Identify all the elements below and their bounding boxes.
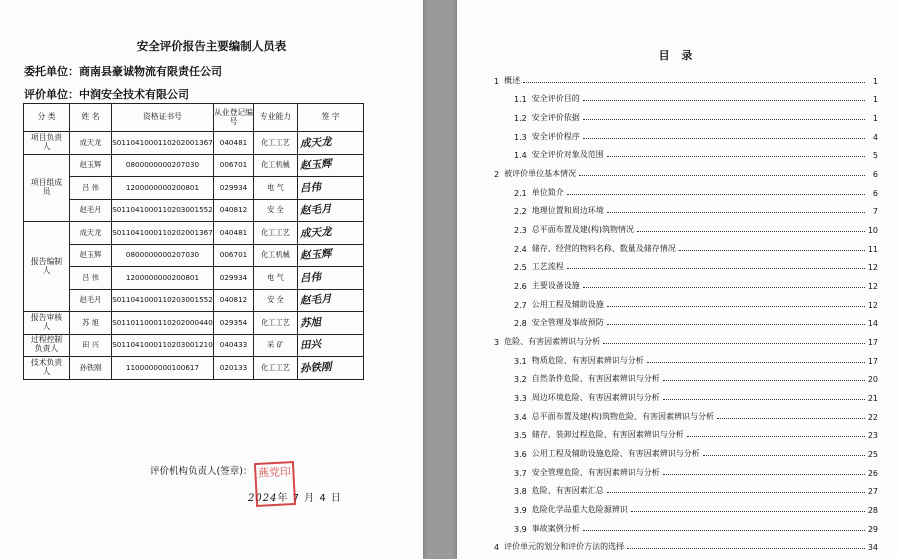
toc-entry-title: 安全评价对象及范围 xyxy=(531,150,604,160)
staff-specialty: 化工工艺 xyxy=(254,312,298,335)
toc-entry-page: 17 xyxy=(867,356,878,366)
staff-name: 吕 伟 xyxy=(70,267,112,290)
toc-entry-page: 28 xyxy=(867,506,878,516)
staff-specialty: 化工工艺 xyxy=(254,222,298,245)
toc-entry[interactable] xyxy=(494,160,878,179)
staff-reg: 029354 xyxy=(214,312,254,335)
staff-cert: S011041000110202001367 xyxy=(112,132,214,155)
header-name: 姓 名 xyxy=(70,104,112,132)
staff-row xyxy=(24,199,364,222)
staff-row xyxy=(24,357,364,380)
toc-entry[interactable] xyxy=(494,366,878,385)
toc-entry-title: 工艺流程 xyxy=(531,262,564,272)
toc-entry-title: 安全评价目的 xyxy=(531,94,580,104)
toc-entry-page: 6 xyxy=(872,170,878,180)
toc-entry[interactable] xyxy=(494,198,878,217)
toc-entry[interactable] xyxy=(494,254,878,273)
handwritten-signature: 吕伟 xyxy=(299,181,322,195)
staff-table xyxy=(23,103,364,380)
staff-row xyxy=(24,132,364,155)
toc-entry[interactable] xyxy=(494,235,878,254)
staff-cert: 1100000000100617 xyxy=(112,357,214,380)
toc-entry-number: 3.6 xyxy=(514,450,527,460)
header-specialty: 专业能力 xyxy=(254,104,298,132)
staff-reg: 040481 xyxy=(214,222,254,245)
staff-name: 赵毛月 xyxy=(70,199,112,222)
toc-entry[interactable] xyxy=(494,216,878,235)
handwritten-signature: 成天龙 xyxy=(299,135,332,150)
toc-entry[interactable] xyxy=(494,272,878,291)
toc-entry-title: 总平面布置及建(构)筑物危险、有害因素辨识与分析 xyxy=(531,411,714,421)
toc-entry-title: 单位简介 xyxy=(531,187,564,197)
toc-entry-page: 1 xyxy=(872,76,878,86)
staff-name: 赵玉辉 xyxy=(70,244,112,267)
toc-entry-page: 4 xyxy=(872,132,878,142)
staff-cert: 0800000000207030 xyxy=(112,154,214,177)
signature-cell xyxy=(298,357,364,380)
toc-entry-page: 34 xyxy=(867,543,878,553)
staff-row xyxy=(24,267,364,290)
toc-entry-title: 安全评价依据 xyxy=(531,113,580,123)
staff-specialty: 化工机械 xyxy=(254,244,298,267)
toc-entry-number: 1.3 xyxy=(514,132,527,142)
toc-leader-dots xyxy=(663,474,865,475)
toc-leader-dots xyxy=(583,287,865,288)
toc-entry-number: 2.6 xyxy=(514,282,527,292)
toc-entry-page: 22 xyxy=(867,412,878,422)
toc-leader-dots xyxy=(663,380,865,381)
header-signature: 签 字 xyxy=(298,104,364,132)
toc-entry-number: 1.2 xyxy=(514,114,527,124)
toc-entry-title: 危险、有害因素辨识与分析 xyxy=(504,337,601,347)
toc-leader-dots xyxy=(607,492,865,493)
toc-entry-page: 7 xyxy=(872,207,878,217)
staff-specialty: 安 全 xyxy=(254,289,298,312)
staff-cert: 0800000000207030 xyxy=(112,244,214,267)
toc-entry-title: 储存、装卸过程危险、有害因素辨识与分析 xyxy=(531,430,684,440)
staff-reg: 029934 xyxy=(214,267,254,290)
handwritten-signature: 吕伟 xyxy=(299,271,322,285)
handwritten-signature: 孙铁刚 xyxy=(299,360,332,375)
toc-entry-title: 物质危险、有害因素辨识与分析 xyxy=(531,355,644,365)
staff-table-body xyxy=(24,132,364,380)
toc-entry-number: 3 xyxy=(494,338,500,348)
handwritten-signature: 赵玉辉 xyxy=(299,248,332,263)
toc-entry-page: 14 xyxy=(867,319,878,329)
toc-entry-number: 3.2 xyxy=(514,375,527,385)
toc-entry[interactable] xyxy=(494,179,878,198)
toc-entry-page: 1 xyxy=(872,114,878,124)
toc-entry-page: 5 xyxy=(872,151,878,161)
signature-cell xyxy=(298,289,364,312)
toc-entry-title: 公用工程及辅助设施危险、有害因素辨识与分析 xyxy=(531,449,700,459)
toc-entry-title: 被评价单位基本情况 xyxy=(504,169,577,179)
toc-entry-title: 事故案例分析 xyxy=(531,523,580,533)
left-page xyxy=(0,0,423,559)
toc-entry-number: 3.1 xyxy=(514,356,527,366)
staff-cert: S011041000110203001552 xyxy=(112,289,214,312)
toc-entry[interactable] xyxy=(494,384,878,403)
toc-entry[interactable] xyxy=(494,123,878,142)
toc-entry-number: 4 xyxy=(494,543,500,553)
toc-entry-page: 17 xyxy=(867,338,878,348)
staff-role: 项目负责人 xyxy=(24,132,70,155)
signature-cell xyxy=(298,177,364,200)
toc-leader-dots xyxy=(567,194,865,195)
toc-leader-dots xyxy=(523,82,865,83)
toc-entry-title: 评价单元的划分和评价方法的选择 xyxy=(504,542,625,552)
toc-entry-number: 3.9 xyxy=(514,506,527,516)
toc-entry-number: 3.3 xyxy=(514,394,527,404)
staff-role: 报告审核人 xyxy=(24,312,70,335)
toc-leader-dots xyxy=(631,511,865,512)
toc-entry[interactable] xyxy=(494,534,878,553)
staff-role: 项目组成员 xyxy=(24,154,70,222)
toc-entry-title: 危险、有害因素汇总 xyxy=(531,486,604,496)
toc-leader-dots xyxy=(703,455,865,456)
header-reg: 从业登记编号 xyxy=(214,104,254,132)
toc-entry-number: 2.5 xyxy=(514,263,527,273)
toc-entry-number: 3.4 xyxy=(514,412,527,422)
toc-entry-title: 危险化学品重大危险源辨识 xyxy=(531,505,628,515)
toc-entry-title: 自然条件危险、有害因素辨识与分析 xyxy=(531,374,660,384)
toc-leader-dots xyxy=(567,268,865,269)
staff-cert: S011041000110203001210 xyxy=(112,334,214,357)
toc-entry[interactable] xyxy=(494,403,878,422)
toc-entry-title: 安全评价程序 xyxy=(531,131,580,141)
toc-entry-number: 3.7 xyxy=(514,468,527,478)
toc-entry[interactable] xyxy=(494,142,878,161)
toc-entry[interactable] xyxy=(494,67,878,86)
signature-cell xyxy=(298,244,364,267)
staff-reg: 029934 xyxy=(214,177,254,200)
toc-entry-page: 12 xyxy=(867,282,878,292)
staff-name: 赵玉辉 xyxy=(70,154,112,177)
staff-reg: 040812 xyxy=(214,199,254,222)
toc-entry-title: 安全管理及事故预防 xyxy=(531,318,604,328)
toc-entry-number: 2.8 xyxy=(514,319,527,329)
toc-leader-dots xyxy=(583,119,865,120)
toc-entry[interactable] xyxy=(494,515,878,534)
toc-entry-number: 2.4 xyxy=(514,244,527,254)
toc-leader-dots xyxy=(647,362,865,363)
toc-leader-dots xyxy=(607,212,865,213)
toc-entry[interactable] xyxy=(494,459,878,478)
toc-entry-number: 1.4 xyxy=(514,151,527,161)
toc-entry-page: 10 xyxy=(867,226,878,236)
toc-entry-page: 12 xyxy=(867,263,878,273)
toc-entry-number: 1 xyxy=(494,76,500,86)
staff-name: 田 兴 xyxy=(70,334,112,357)
signature-cell xyxy=(298,334,364,357)
signature-cell xyxy=(298,199,364,222)
staff-name: 苏 旭 xyxy=(70,312,112,335)
toc-leader-dots xyxy=(663,399,865,400)
signature-cell xyxy=(298,222,364,245)
toc-entry-title: 周边环境危险、有害因素辨识与分析 xyxy=(531,393,660,403)
toc-entry[interactable] xyxy=(494,310,878,329)
staff-row xyxy=(24,177,364,200)
toc-entry-number: 2.3 xyxy=(514,226,527,236)
staff-specialty: 电 气 xyxy=(254,267,298,290)
toc-entry-number: 2.1 xyxy=(514,188,527,198)
toc-leader-dots xyxy=(607,306,865,307)
toc-entry-title: 安全管理危险、有害因素辨识与分析 xyxy=(531,467,660,477)
staff-specialty: 化工工艺 xyxy=(254,132,298,155)
staff-name: 成天龙 xyxy=(70,132,112,155)
signature-cell xyxy=(298,132,364,155)
toc-leader-dots xyxy=(607,156,865,157)
handwritten-signature: 赵毛月 xyxy=(299,293,332,308)
signature-cell xyxy=(298,154,364,177)
toc-entry[interactable] xyxy=(494,347,878,366)
toc-title: 目 录 xyxy=(658,49,697,62)
header-cert: 资格证书号 xyxy=(112,104,214,132)
toc-entry-title: 地理位置和周边环境 xyxy=(531,206,604,216)
staff-table-title: 安全评价报告主要编制人员表 xyxy=(136,39,287,53)
toc-entry-title: 公用工程及辅助设施 xyxy=(531,299,604,309)
handwritten-signature: 成天龙 xyxy=(299,225,332,240)
toc-entry-number: 1.1 xyxy=(514,95,527,105)
toc-entry-number: 3.9 xyxy=(514,524,527,534)
table-of-contents xyxy=(494,67,878,552)
staff-table-header xyxy=(24,104,364,132)
toc-entry-page: 6 xyxy=(872,188,878,198)
signature-cell xyxy=(298,312,364,335)
staff-name: 吕 伟 xyxy=(70,177,112,200)
staff-row xyxy=(24,334,364,357)
staff-name: 孙铁刚 xyxy=(70,357,112,380)
staff-cert: 1200000000200801 xyxy=(112,177,214,200)
staff-reg: 020133 xyxy=(214,357,254,380)
toc-entry[interactable] xyxy=(494,104,878,123)
staff-specialty: 安 全 xyxy=(254,199,298,222)
staff-reg: 040481 xyxy=(214,132,254,155)
toc-entry-number: 3.5 xyxy=(514,431,527,441)
toc-leader-dots xyxy=(603,343,865,344)
toc-entry[interactable] xyxy=(494,291,878,310)
toc-entry-number: 3.8 xyxy=(514,487,527,497)
staff-row xyxy=(24,289,364,312)
evaluator-line: 评价单位：中润安全技术有限公司 xyxy=(24,88,189,101)
toc-entry-page: 12 xyxy=(867,300,878,310)
toc-leader-dots xyxy=(637,231,865,232)
toc-entry-page: 29 xyxy=(867,524,878,534)
toc-entry[interactable] xyxy=(494,496,878,515)
staff-reg: 040812 xyxy=(214,289,254,312)
toc-entry[interactable] xyxy=(494,440,878,459)
toc-entry-page: 20 xyxy=(867,375,878,385)
staff-cert: S011011000110202000440 xyxy=(112,312,214,335)
handwritten-signature: 田兴 xyxy=(299,338,322,352)
toc-entry-page: 11 xyxy=(867,244,878,254)
toc-entry-page: 27 xyxy=(867,487,878,497)
handwritten-signature: 苏旭 xyxy=(299,316,322,330)
org-head-label: 评价机构负责人(签章)： xyxy=(150,466,253,477)
toc-entry-title: 概述 xyxy=(504,75,521,85)
toc-leader-dots xyxy=(627,548,865,549)
toc-entry-title: 主要设备设施 xyxy=(531,281,580,291)
toc-leader-dots xyxy=(607,324,865,325)
red-seal: 燕党印 xyxy=(254,461,296,507)
toc-entry-number: 2.7 xyxy=(514,300,527,310)
staff-cert: S011041000110203001552 xyxy=(112,199,214,222)
toc-entry-title: 总平面布置及建(构)筑物情况 xyxy=(531,225,634,235)
staff-cert: 1200000000200801 xyxy=(112,267,214,290)
handwritten-signature: 赵毛月 xyxy=(299,203,332,218)
staff-specialty: 化工工艺 xyxy=(254,357,298,380)
toc-entry-page: 23 xyxy=(867,431,878,441)
staff-row xyxy=(24,222,364,245)
toc-entry[interactable] xyxy=(494,422,878,441)
staff-reg: 040433 xyxy=(214,334,254,357)
toc-leader-dots xyxy=(583,138,865,139)
toc-entry-title: 储存、经营的物料名称、数量及储存情况 xyxy=(531,243,676,253)
toc-entry[interactable] xyxy=(494,86,878,105)
sign-date-rest: 年 7 月 4 日 xyxy=(277,493,342,504)
staff-reg: 006701 xyxy=(214,154,254,177)
staff-specialty: 采 矿 xyxy=(254,334,298,357)
toc-leader-dots xyxy=(717,418,865,419)
staff-role: 报告编制人 xyxy=(24,222,70,312)
staff-row xyxy=(24,244,364,267)
toc-entry-page: 26 xyxy=(867,468,878,478)
staff-row xyxy=(24,312,364,335)
toc-entry-page: 25 xyxy=(867,450,878,460)
staff-reg: 006701 xyxy=(214,244,254,267)
client-line: 委托单位：商南县豪诚物流有限责任公司 xyxy=(24,65,222,78)
toc-entry-page: 1 xyxy=(872,95,878,105)
toc-leader-dots xyxy=(579,175,865,176)
header-category: 分 类 xyxy=(24,104,70,132)
toc-leader-dots xyxy=(583,100,865,101)
staff-name: 赵毛月 xyxy=(70,289,112,312)
staff-role: 过程控制负责人 xyxy=(24,334,70,357)
toc-entry[interactable] xyxy=(494,328,878,347)
staff-role: 技术负责人 xyxy=(24,357,70,380)
staff-cert: S011041000110202001367 xyxy=(112,222,214,245)
signature-cell xyxy=(298,267,364,290)
handwritten-signature: 赵玉辉 xyxy=(299,158,332,173)
toc-entry-number: 2.2 xyxy=(514,207,527,217)
toc-entry-page: 21 xyxy=(867,394,878,404)
toc-leader-dots xyxy=(687,436,865,437)
staff-specialty: 化工机械 xyxy=(254,154,298,177)
toc-entry[interactable] xyxy=(494,478,878,497)
toc-leader-dots xyxy=(679,250,865,251)
staff-specialty: 电 气 xyxy=(254,177,298,200)
staff-name: 成天龙 xyxy=(70,222,112,245)
toc-entry-number: 2 xyxy=(494,170,500,180)
right-page xyxy=(457,0,898,559)
toc-leader-dots xyxy=(583,530,865,531)
sign-date-year: 2024 xyxy=(248,493,278,504)
staff-row xyxy=(24,154,364,177)
